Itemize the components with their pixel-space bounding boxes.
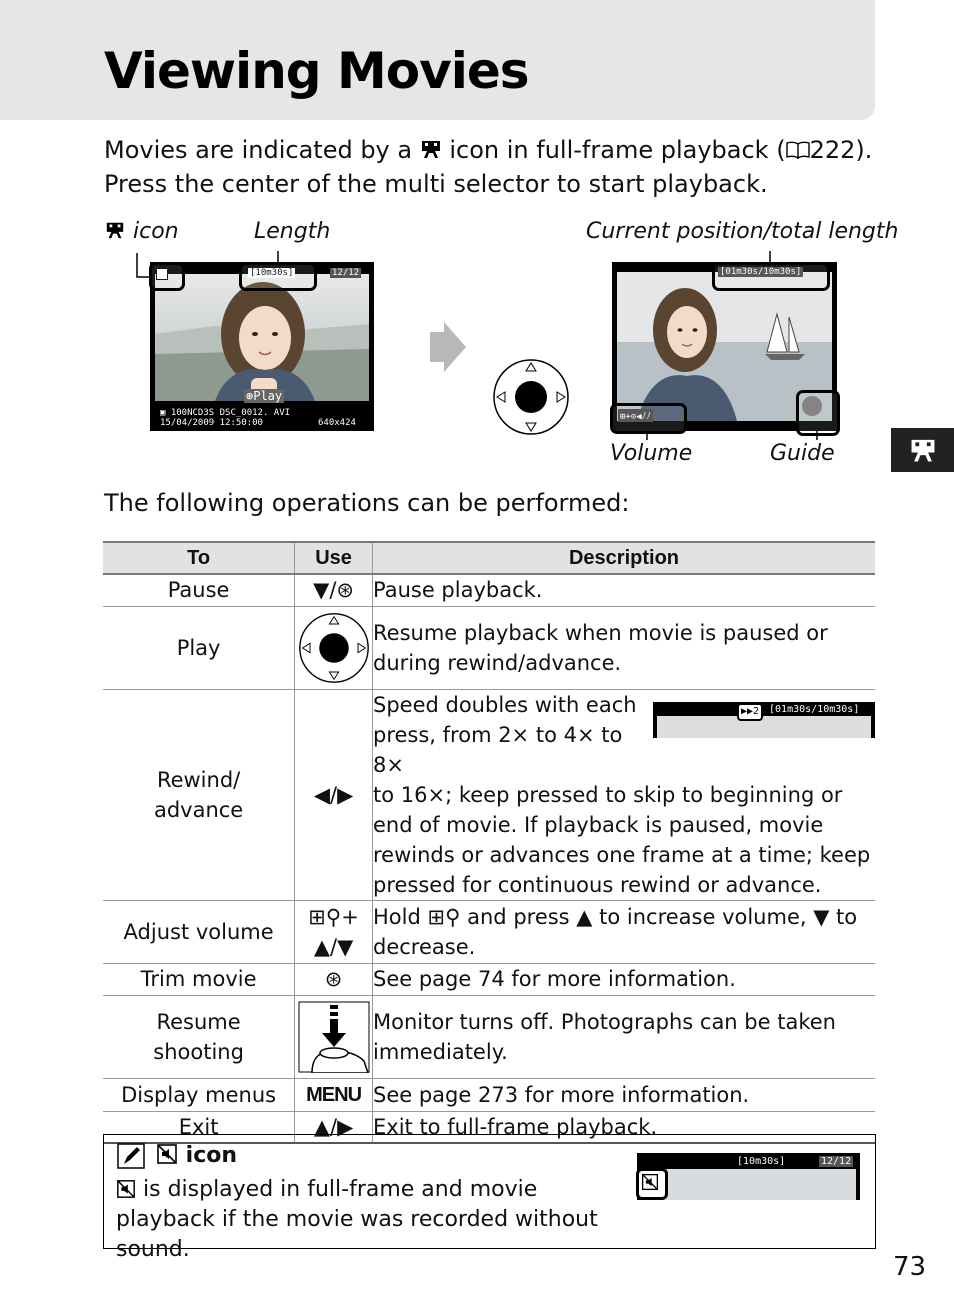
op-description: See page 74 for more information.	[373, 963, 876, 995]
volume-use-line-2: ▲/▼	[313, 934, 354, 959]
length-value: 10m30s	[255, 268, 288, 278]
movie-icon-highlight	[149, 262, 185, 291]
pencil-note-icon	[117, 1143, 145, 1169]
operations-table	[103, 541, 875, 1144]
intro-line-2: Press the center of the multi selector to start playback.	[104, 170, 768, 198]
table-row	[103, 606, 875, 689]
guide-label: Guide	[770, 441, 835, 466]
length-highlight	[239, 262, 317, 291]
table-header-row	[103, 542, 875, 574]
op-description: Hold ⊞⚲ and press ▲ to increase volume, ▼ to decrease.	[373, 900, 876, 963]
op-use: ▲/▶	[295, 1111, 373, 1143]
play-hint-chip: ⊛Play	[246, 389, 283, 403]
guide-highlight	[796, 390, 840, 436]
multi-selector-icon	[492, 358, 570, 436]
header-description: Description	[373, 542, 876, 574]
no-sound-icon	[641, 1173, 659, 1191]
inset-position: [01m30s/10m30s]	[769, 703, 860, 715]
op-use: MENU	[295, 1078, 373, 1111]
op-to: Resume shooting	[103, 995, 295, 1078]
header-use: Use	[295, 542, 373, 574]
op-use: ⊛	[295, 963, 373, 995]
position-label: Current position/total length	[586, 219, 899, 244]
volume-use-line-1: ⊞⚲+	[308, 904, 359, 929]
note-title	[156, 1143, 237, 1168]
op-description: Resume playback when movie is paused or during rewind/advance.	[373, 606, 876, 689]
position-highlight	[712, 262, 830, 291]
op-use	[295, 900, 373, 963]
table-row	[103, 574, 875, 606]
shutter-release-icon	[298, 1001, 370, 1073]
page-number: 73	[893, 1252, 927, 1282]
rewind-desc-part-1: Speed doubles with each press, from 2× to 4× to 8×	[373, 692, 637, 777]
op-to: Exit	[103, 1111, 295, 1143]
folder-file-text: 100NCD3S DSC_0012. AVI	[170, 408, 291, 418]
header-to: To	[103, 542, 295, 574]
speed-value: 2	[753, 705, 760, 717]
note-length-value: 10m30s	[743, 1156, 780, 1167]
op-description: Pause playback.	[373, 574, 876, 606]
table-row	[103, 963, 875, 995]
intro-text-2: icon in full-frame playback (	[441, 136, 786, 164]
no-sound-highlight	[636, 1168, 668, 1200]
intro-text-1: Movies are indicated by a	[104, 136, 420, 164]
note-inset-screen	[637, 1153, 860, 1200]
no-sound-icon	[156, 1143, 178, 1165]
woman-portrait-image	[155, 274, 369, 401]
op-use: ▼/⊛	[295, 574, 373, 606]
arrow-right-icon	[428, 322, 468, 372]
note-body	[116, 1175, 626, 1265]
op-use	[295, 995, 373, 1078]
volume-indicator: ⊞+⊙◀ﾉﾉ	[618, 409, 653, 422]
note-title-text: icon	[185, 1143, 238, 1168]
op-to: Adjust volume	[103, 900, 295, 963]
chapter-tab	[891, 428, 954, 472]
date-time: 15/04/2009 12:50:00	[160, 418, 263, 428]
volume-label: Volume	[610, 441, 693, 466]
folder-file-name: ▣ 100NCD3S DSC_0012. AVI	[160, 408, 291, 418]
movie-icon	[908, 436, 938, 464]
op-to: Pause	[103, 574, 295, 606]
table-row	[103, 689, 875, 900]
note-length-chip: [10m30s]	[737, 1156, 786, 1167]
op-to: Rewind/ advance	[103, 689, 295, 900]
note-body-text: is displayed in full-frame and movie playback if the movie was recorded without sound.	[116, 1177, 598, 1262]
op-to: Trim movie	[103, 963, 295, 995]
icon-label-text: icon	[133, 219, 179, 244]
position-value: 01m30s/10m30s	[725, 267, 796, 277]
image-size: 640x424	[318, 418, 356, 428]
speed-indicator: ▶▶2	[737, 703, 763, 721]
volume-highlight	[610, 403, 687, 434]
multi-selector-icon	[298, 612, 370, 684]
no-sound-icon	[116, 1179, 136, 1199]
note-box	[103, 1134, 876, 1262]
op-description	[373, 689, 876, 900]
note-frame-count: 12/12	[821, 1156, 852, 1167]
portrait-photo	[155, 274, 369, 401]
operations-intro: The following operations can be performed:	[104, 489, 630, 517]
op-to: Display menus	[103, 1078, 295, 1111]
op-use: ◀/▶	[295, 689, 373, 900]
frame-count: 12/12	[332, 268, 360, 278]
table-row	[103, 900, 875, 963]
op-description: See page 273 for more information.	[373, 1078, 876, 1111]
movie-length-chip: [10m30s]	[250, 268, 294, 278]
table-row	[103, 995, 875, 1078]
inset-position-value: 01m30s/10m30s	[775, 703, 854, 715]
length-label: Length	[254, 219, 331, 244]
intro-book-ref: 222).	[809, 136, 873, 164]
page-title: Viewing Movies	[104, 42, 529, 100]
op-use	[295, 606, 373, 689]
position-chip: [01m30s/10m30s]	[720, 267, 802, 277]
table-row	[103, 1078, 875, 1111]
op-to: Play	[103, 606, 295, 689]
op-description: Exit to full-frame playback.	[373, 1111, 876, 1143]
op-description: Monitor turns off. Photographs can be taken immediately.	[373, 995, 876, 1078]
rewind-inset-screen	[653, 702, 875, 738]
rewind-desc-part-2: to 16×; keep pressed to skip to beginning or end of movie. If playback is paused, movie rewinds or advances one frame at a time; keep pressed for continuous rewind or advance.	[373, 782, 871, 897]
play-hint: Play	[253, 389, 283, 403]
